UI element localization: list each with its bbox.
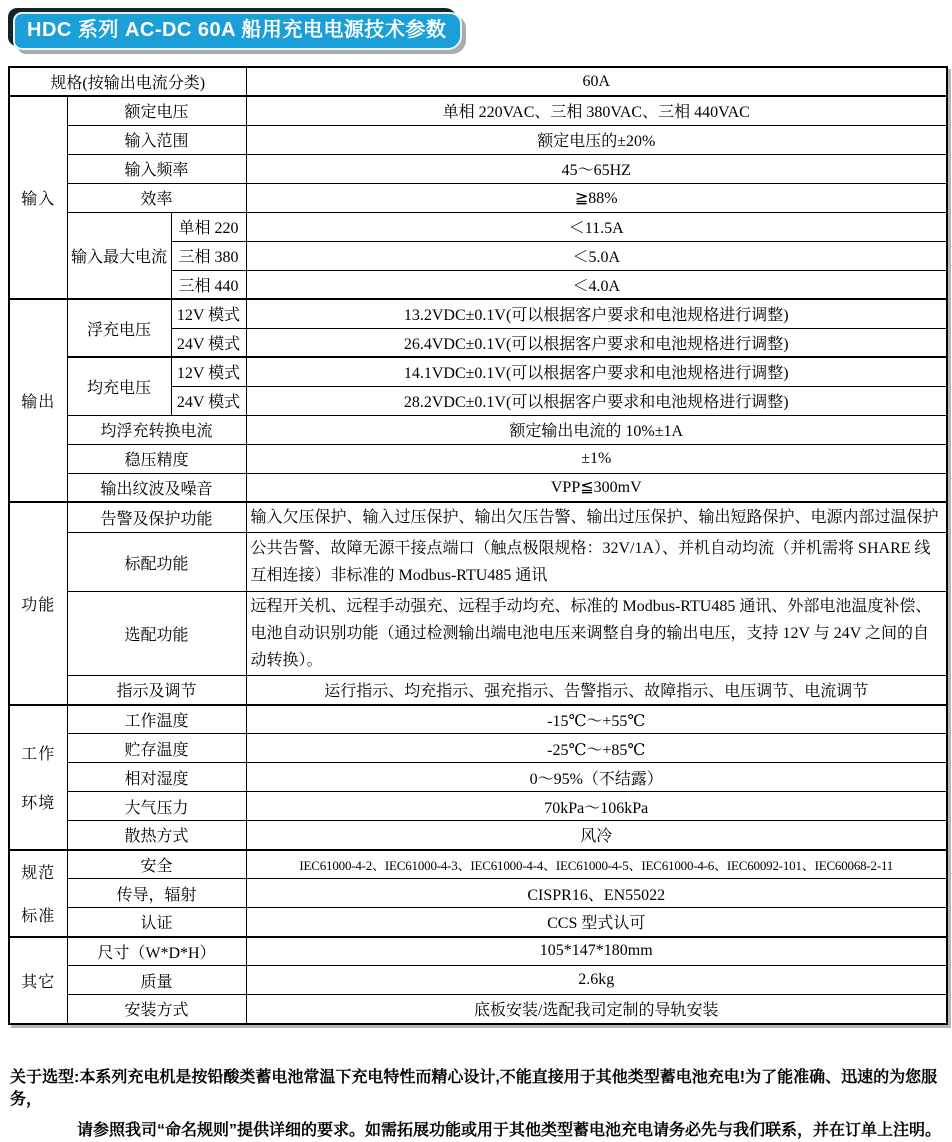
spec-table [8,66,948,1025]
cell-pressure-value: 70kPa～106kPa [246,792,947,821]
cell-mounting-label: 安装方式 [67,995,246,1024]
cell-weight-value: 2.6kg [246,966,947,995]
cell-weight-label: 质量 [67,966,246,995]
cell-optional-features-value: 远程开关机、远程手动强充、远程手动均充、标准的 Modbus-RTU485 通讯、外部电池温度补偿、电池自动识别功能（通过检测输出端电池电压来调整自身的输出电压，支持 12V 与 24V 之间的自动转换）。 [246,592,947,676]
table-row [9,937,947,966]
cell-float-12v-value: 13.2VDC±0.1V(可以根据客户要求和电池规格进行调整) [246,299,947,328]
cell-rated-voltage-value: 单相 220VAC、三相 380VAC、三相 440VAC [246,96,947,125]
selection-note-line1: 关于选型:本系列充电机是按铅酸类蓄电池常温下充电特性而精心设计,不能直接用于其他类型蓄电池充电!为了能准确、迅速的为您服务， [10,1068,938,1108]
cell-efficiency-value: ≧88% [246,183,947,212]
cell-transfer-current-value: 额定输出电流的 10%±1A [246,415,947,444]
cell-max-current-phase1-value: ＜11.5A [246,212,947,241]
selection-note [10,1067,952,1142]
cell-float-12v-label: 12V 模式 [171,299,246,328]
cell-indication-label: 指示及调节 [67,676,246,705]
table-row [9,96,947,125]
table-row [9,908,947,937]
cell-efficiency-label: 效率 [67,183,246,212]
table-row [9,212,947,241]
cell-equalize-voltage-label: 均充电压 [67,357,171,415]
cell-storage-temp-value: -25℃～+85℃ [246,734,947,763]
cell-humidity-label: 相对湿度 [67,763,246,792]
cell-input-frequency-label: 输入频率 [67,154,246,183]
table-row [9,125,947,154]
cell-group-standard [9,850,67,937]
table-row [9,705,947,734]
table-row [9,995,947,1024]
table-row [9,821,947,850]
cell-max-current-phase1-label: 单相 220 [171,212,246,241]
table-row [9,734,947,763]
cell-operating-temp-label: 工作温度 [67,705,246,734]
cell-alarm-protection-value: 输入欠压保护、输入过压保护、输出欠压告警、输出过压保护、输出短路保护、电源内部过温保护 [246,502,947,533]
cell-max-input-current-label: 输入最大电流 [67,212,171,299]
cell-safety-label: 安全 [67,850,246,879]
table-row [9,966,947,995]
cell-dimensions-value: 105*147*180mm [246,937,947,966]
cell-cooling-label: 散热方式 [67,821,246,850]
cell-equalize-24v-label: 24V 模式 [171,386,246,415]
table-row [9,533,947,592]
cell-input-range-label: 输入范围 [67,125,246,154]
table-row [9,357,947,386]
cell-spec-label: 规格(按输出电流分类) [9,67,246,96]
cell-max-current-phase2-value: ＜5.0A [246,241,947,270]
group-environment-line1: 工作 [21,746,56,763]
table-row [9,763,947,792]
cell-group-output: 输出 [9,299,67,502]
cell-standard-features-value: 公共告警、故障无源干接点端口（触点极限规格：32V/1A）、并机自动均流（并机需将 SHARE 线互相连接）非标准的 Modbus-RTU485 通讯 [246,533,947,592]
cell-emc-value: CISPR16、EN55022 [246,879,947,908]
cell-max-current-phase3-value: ＜4.0A [246,270,947,299]
cell-certification-value: CCS 型式认可 [246,908,947,937]
cell-humidity-value: 0～95%（不结露） [246,763,947,792]
group-environment-line2: 环境 [21,795,56,812]
cell-float-24v-label: 24V 模式 [171,328,246,357]
cell-rated-voltage-label: 额定电压 [67,96,246,125]
cell-group-other: 其它 [9,937,67,1024]
title-banner [13,12,462,50]
cell-regulation-accuracy-value: ±1% [246,444,947,473]
cell-spec-value: 60A [246,67,947,96]
cell-input-range-value: 额定电压的±20% [246,125,947,154]
cell-ripple-noise-label: 输出纹波及噪音 [67,473,246,502]
cell-input-frequency-value: 45～65HZ [246,154,947,183]
cell-ripple-noise-value: VPP≦300mV [246,473,947,502]
cell-cooling-value: 风冷 [246,821,947,850]
cell-standard-features-label: 标配功能 [67,533,246,592]
cell-transfer-current-label: 均浮充转换电流 [67,415,246,444]
table-row [9,444,947,473]
cell-mounting-value: 底板安装/选配我司定制的导轨安装 [246,995,947,1024]
group-standard-line1: 规范 [21,865,56,882]
cell-indication-value: 运行指示、均充指示、强充指示、告警指示、故障指示、电压调节、电流调节 [246,676,947,705]
cell-group-environment [9,705,67,850]
table-row [9,592,947,676]
table-row [9,299,947,328]
cell-equalize-12v-label: 12V 模式 [171,357,246,386]
cell-safety-value: IEC61000-4-2、IEC61000-4-3、IEC61000-4-4、IEC61000-4-5、IEC61000-4-6、IEC60092-101、IEC60068-2-11 [246,850,947,879]
cell-optional-features-label: 选配功能 [67,592,246,676]
cell-dimensions-label: 尺寸（W*D*H） [67,937,246,966]
cell-certification-label: 认证 [67,908,246,937]
selection-note-line2: 请参照我司“命名规则”提供详细的要求。如需拓展功能或用于其他类型蓄电池充电请务必先与我们联系，并在订单上注明。 [77,1121,942,1139]
table-row [9,676,947,705]
table-row [9,502,947,533]
cell-regulation-accuracy-label: 稳压精度 [67,444,246,473]
cell-max-current-phase2-label: 三相 380 [171,241,246,270]
cell-equalize-24v-value: 28.2VDC±0.1V(可以根据客户要求和电池规格进行调整) [246,386,947,415]
table-row [9,850,947,879]
group-standard-line2: 标准 [21,908,56,925]
cell-group-function: 功能 [9,502,67,705]
table-row [9,415,947,444]
table-row [9,154,947,183]
cell-max-current-phase3-label: 三相 440 [171,270,246,299]
page-title: HDC 系列 AC-DC 60A 船用充电电源技术参数 [27,19,447,41]
cell-float-24v-value: 26.4VDC±0.1V(可以根据客户要求和电池规格进行调整) [246,328,947,357]
cell-pressure-label: 大气压力 [67,792,246,821]
cell-storage-temp-label: 贮存温度 [67,734,246,763]
table-row [9,473,947,502]
table-row [9,792,947,821]
cell-alarm-protection-label: 告警及保护功能 [67,502,246,533]
table-row [9,183,947,212]
cell-float-voltage-label: 浮充电压 [67,299,171,357]
cell-group-input: 输入 [9,96,67,299]
cell-operating-temp-value: -15℃～+55℃ [246,705,947,734]
table-row [9,67,947,96]
cell-equalize-12v-value: 14.1VDC±0.1V(可以根据客户要求和电池规格进行调整) [246,357,947,386]
cell-emc-label: 传导，辐射 [67,879,246,908]
table-row [9,879,947,908]
